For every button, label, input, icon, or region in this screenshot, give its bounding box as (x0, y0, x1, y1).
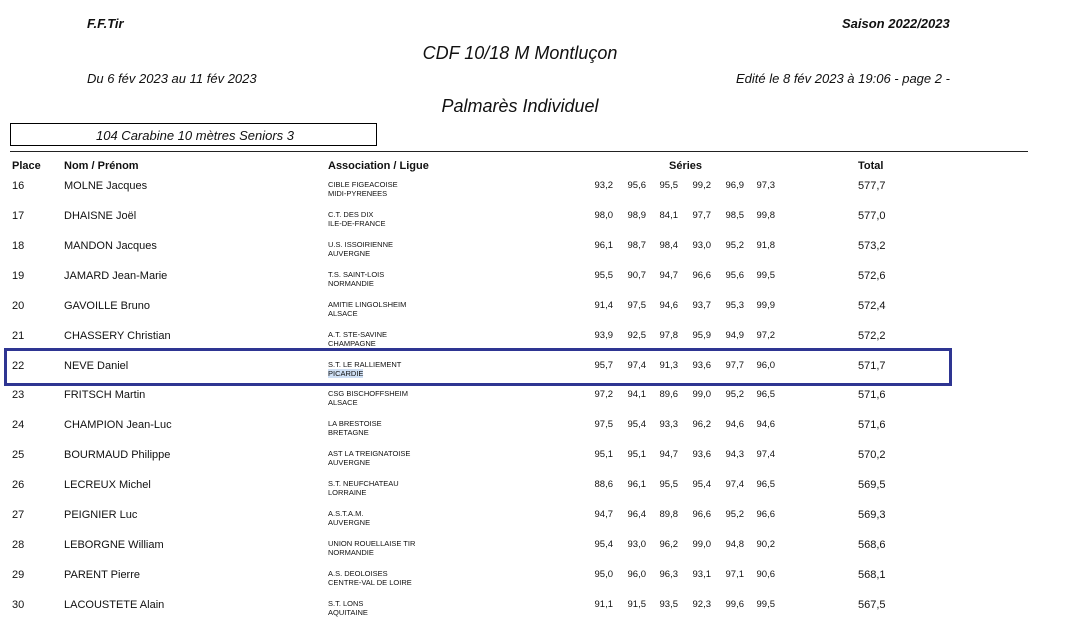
series-score: 93,1 (692, 568, 711, 580)
association-cell (328, 599, 368, 617)
place-cell: 18 (12, 239, 25, 252)
series-score: 90,6 (756, 568, 775, 580)
series-score: 97,7 (692, 209, 711, 221)
place-cell: 24 (12, 419, 25, 432)
name-cell: MOLNE Jacques (64, 180, 148, 192)
association-cell (328, 300, 406, 318)
series-score: 94,1 (627, 389, 646, 401)
series-score: 89,6 (659, 389, 678, 401)
series-score: 95,1 (627, 449, 646, 461)
series-score: 91,8 (756, 239, 775, 251)
total-cell: 572,2 (858, 329, 886, 342)
place-cell: 20 (12, 299, 25, 312)
ligue-name: MIDI-PYRENEES (328, 189, 388, 198)
series-score: 96,6 (692, 509, 711, 521)
table-row (0, 264, 1080, 294)
name-cell: LACOUSTETE Alain (64, 598, 165, 611)
series-score: 95,2 (725, 509, 744, 521)
series-score: 94,7 (594, 509, 613, 521)
series-score: 92,3 (692, 598, 711, 610)
series-score: 95,2 (725, 239, 744, 251)
association-cell (328, 509, 370, 527)
series-score: 94,6 (725, 419, 744, 431)
series-score: 97,2 (756, 329, 775, 341)
place-cell: 26 (12, 479, 25, 492)
name-cell: DHAISNE Joël (64, 209, 137, 222)
association-name: A.S.T.A.M. (328, 509, 364, 519)
association-name: T.S. SAINT-LOIS (328, 269, 385, 279)
association-name: C.T. DES DIX (328, 209, 374, 219)
total-cell: 571,6 (858, 419, 886, 432)
association-name: LA BRESTOISE (328, 419, 382, 429)
series-score: 89,8 (659, 509, 678, 521)
table-row (0, 443, 1080, 473)
series-score: 93,9 (594, 329, 613, 341)
total-cell: 577,7 (858, 180, 886, 192)
header-divider (10, 151, 1028, 152)
series-score: 99,6 (725, 598, 744, 610)
series-score: 99,5 (756, 598, 775, 610)
name-cell: CHAMPION Jean-Luc (64, 419, 172, 432)
series-score: 91,3 (659, 359, 678, 371)
series-score: 96,2 (692, 419, 711, 431)
place-cell: 19 (12, 269, 25, 282)
total-cell: 573,2 (858, 239, 886, 252)
column-header-place: Place (12, 160, 41, 172)
table-row (0, 204, 1080, 234)
series-score: 93,0 (692, 239, 711, 251)
series-score: 95,4 (627, 419, 646, 431)
ligue-name: CENTRE-VAL DE LOIRE (328, 577, 412, 587)
organization: F.F.Tir (87, 16, 124, 31)
table-row (0, 174, 1080, 204)
series-score: 96,5 (756, 479, 775, 491)
total-cell: 571,7 (858, 359, 886, 372)
series-score: 99,0 (692, 389, 711, 401)
association-cell (328, 210, 386, 228)
place-cell: 16 (12, 180, 25, 192)
association-cell (328, 569, 412, 587)
total-cell: 570,2 (858, 449, 886, 462)
series-score: 93,5 (659, 598, 678, 610)
ligue-name: NORMANDIE (328, 548, 374, 558)
series-score: 93,0 (627, 539, 646, 551)
series-score: 91,5 (627, 598, 646, 610)
ligue-name: ALSACE (328, 308, 358, 318)
series-score: 95,5 (659, 180, 678, 191)
total-cell: 568,6 (858, 539, 886, 552)
table-row (0, 593, 1080, 623)
association-cell (328, 180, 398, 198)
ligue-name: AQUITAINE (328, 607, 368, 617)
series-score: 97,2 (594, 389, 613, 401)
highlight-box (4, 348, 952, 386)
ligue-name: ILE-DE-FRANCE (328, 218, 386, 228)
column-header-series: Séries (669, 160, 703, 172)
series-score: 97,5 (627, 299, 646, 311)
association-cell (328, 330, 387, 348)
name-cell: LEBORGNE William (64, 539, 164, 552)
series-score: 96,6 (692, 269, 711, 281)
place-cell: 17 (12, 209, 25, 222)
association-name: A.T. STE-SAVINE (328, 329, 388, 339)
place-cell: 21 (12, 329, 25, 342)
series-score: 95,3 (725, 299, 744, 311)
series-score: 99,2 (692, 180, 711, 191)
total-cell: 568,1 (858, 568, 886, 581)
series-score: 97,4 (627, 359, 646, 371)
series-score: 93,6 (692, 449, 711, 461)
series-score: 88,6 (594, 479, 613, 491)
series-score: 97,7 (725, 359, 744, 371)
association-cell (328, 539, 415, 557)
series-score: 97,4 (756, 449, 775, 461)
total-cell: 577,0 (858, 209, 886, 222)
name-cell: MANDON Jacques (64, 239, 157, 252)
series-score: 95,1 (594, 449, 613, 461)
table-row (0, 533, 1080, 563)
series-score: 95,4 (594, 539, 613, 551)
page-subtitle: Palmarès Individuel (441, 96, 599, 116)
ligue-name: AUVERGNE (328, 248, 371, 258)
place-cell: 23 (12, 389, 25, 402)
ligue-name: ALSACE (328, 398, 358, 408)
series-score: 98,7 (627, 239, 646, 251)
place-cell: 29 (12, 568, 25, 581)
series-score: 94,9 (725, 329, 744, 341)
association-name: AMITIE LINGOLSHEIM (328, 299, 407, 309)
season: Saison 2022/2023 (842, 16, 950, 31)
series-score: 99,9 (756, 299, 775, 311)
total-cell: 571,6 (858, 389, 886, 402)
series-score: 84,1 (659, 209, 678, 221)
association-name: S.T. LE RALLIEMENT (328, 359, 402, 369)
column-header-name: Nom / Prénom (64, 160, 139, 172)
series-score: 90,7 (627, 269, 646, 281)
place-cell: 25 (12, 449, 25, 462)
series-score: 92,5 (627, 329, 646, 341)
category-label: 104 Carabine 10 mètres Seniors 3 (96, 128, 295, 143)
competition-title: CDF 10/18 M Montluçon (422, 43, 618, 63)
series-score: 94,6 (756, 419, 775, 431)
association-name: S.T. NEUFCHATEAU (328, 479, 399, 489)
series-score: 97,4 (725, 479, 744, 491)
table-row (0, 413, 1080, 443)
series-score: 90,2 (756, 539, 775, 551)
association-name: A.S. DEOLOISES (328, 568, 388, 578)
series-score: 96,1 (627, 479, 646, 491)
series-score: 95,9 (692, 329, 711, 341)
table-row (0, 294, 1080, 324)
total-cell: 572,6 (858, 269, 886, 282)
series-score: 98,9 (627, 209, 646, 221)
series-score: 96,4 (627, 509, 646, 521)
association-name: U.S. ISSOIRIENNE (328, 239, 394, 249)
series-score: 93,7 (692, 299, 711, 311)
series-score: 95,4 (692, 479, 711, 491)
place-cell: 22 (12, 359, 25, 372)
series-score: 99,0 (692, 539, 711, 551)
association-name: CIBLE FIGEACOISE (328, 180, 398, 189)
series-score: 96,6 (756, 509, 775, 521)
series-score: 93,6 (692, 359, 711, 371)
series-score: 91,4 (594, 299, 613, 311)
table-row (0, 383, 1080, 413)
series-score: 97,1 (725, 568, 744, 580)
association-cell (328, 479, 399, 497)
name-cell: BOURMAUD Philippe (64, 449, 171, 462)
series-score: 97,3 (756, 180, 775, 191)
association-name: AST LA TREIGNATOISE (328, 449, 411, 459)
name-cell: FRITSCH Martin (64, 389, 146, 402)
series-score: 97,8 (659, 329, 678, 341)
name-cell: JAMARD Jean-Marie (64, 269, 168, 282)
name-cell: GAVOILLE Bruno (64, 299, 151, 312)
series-score: 94,7 (659, 449, 678, 461)
series-score: 97,5 (594, 419, 613, 431)
total-cell: 572,4 (858, 299, 886, 312)
series-score: 96,2 (659, 539, 678, 551)
series-score: 98,0 (594, 209, 613, 221)
series-score: 96,0 (627, 568, 646, 580)
ligue-name: NORMANDIE (328, 278, 374, 288)
ligue-name: PICARDIE (328, 368, 364, 378)
name-cell: PARENT Pierre (64, 568, 141, 581)
name-cell: LECREUX Michel (64, 479, 151, 492)
table-row (0, 503, 1080, 533)
table-row (0, 473, 1080, 503)
category-box (10, 123, 377, 146)
association-cell (328, 270, 384, 288)
series-score: 96,5 (756, 389, 775, 401)
series-score: 98,5 (725, 209, 744, 221)
column-header-association: Association / Ligue (328, 160, 429, 172)
total-cell: 569,5 (858, 479, 886, 492)
association-cell (328, 419, 382, 437)
name-cell: PEIGNIER Luc (64, 509, 138, 522)
series-score: 98,4 (659, 239, 678, 251)
series-score: 95,5 (594, 269, 613, 281)
association-name: CSG BISCHOFFSHEIM (328, 389, 409, 399)
ligue-name: AUVERGNE (328, 458, 371, 468)
ligue-name: AUVERGNE (328, 518, 371, 528)
association-cell (328, 449, 410, 467)
series-score: 94,7 (659, 269, 678, 281)
edition-info: Edité le 8 fév 2023 à 19:06 - page 2 - (736, 71, 950, 86)
series-score: 94,8 (725, 539, 744, 551)
series-score: 91,1 (594, 598, 613, 610)
association-name: S.T. LONS (328, 598, 364, 608)
total-cell: 569,3 (858, 509, 886, 522)
series-score: 96,1 (594, 239, 613, 251)
series-score: 95,0 (594, 568, 613, 580)
table-row (0, 563, 1080, 593)
series-score: 95,2 (725, 389, 744, 401)
series-score: 99,8 (756, 209, 775, 221)
association-cell (328, 240, 393, 258)
place-cell: 27 (12, 509, 25, 522)
table-row (0, 234, 1080, 264)
series-score: 94,3 (725, 449, 744, 461)
series-score: 95,6 (725, 269, 744, 281)
place-cell: 28 (12, 539, 25, 552)
series-score: 93,3 (659, 419, 678, 431)
place-cell: 30 (12, 598, 25, 611)
series-score: 96,9 (725, 180, 744, 191)
competition-dates: Du 6 fév 2023 au 11 fév 2023 (87, 71, 257, 86)
results-table (0, 174, 1080, 623)
column-header-total: Total (858, 160, 884, 172)
series-score: 96,3 (659, 568, 678, 580)
association-cell (328, 389, 408, 407)
ligue-name: LORRAINE (328, 488, 367, 498)
series-score: 95,6 (627, 180, 646, 191)
series-score: 93,2 (594, 180, 613, 191)
series-score: 95,7 (594, 359, 613, 371)
ligue-name: CHAMPAGNE (328, 338, 376, 348)
total-cell: 567,5 (858, 598, 886, 611)
name-cell: NEVE Daniel (64, 359, 129, 372)
ligue-name: BRETAGNE (328, 428, 369, 438)
series-score: 94,6 (659, 299, 678, 311)
series-score: 99,5 (756, 269, 775, 281)
association-name: UNION ROUELLAISE TIR (328, 539, 416, 549)
series-score: 96,0 (756, 359, 775, 371)
series-score: 95,5 (659, 479, 678, 491)
name-cell: CHASSERY Christian (64, 329, 171, 342)
